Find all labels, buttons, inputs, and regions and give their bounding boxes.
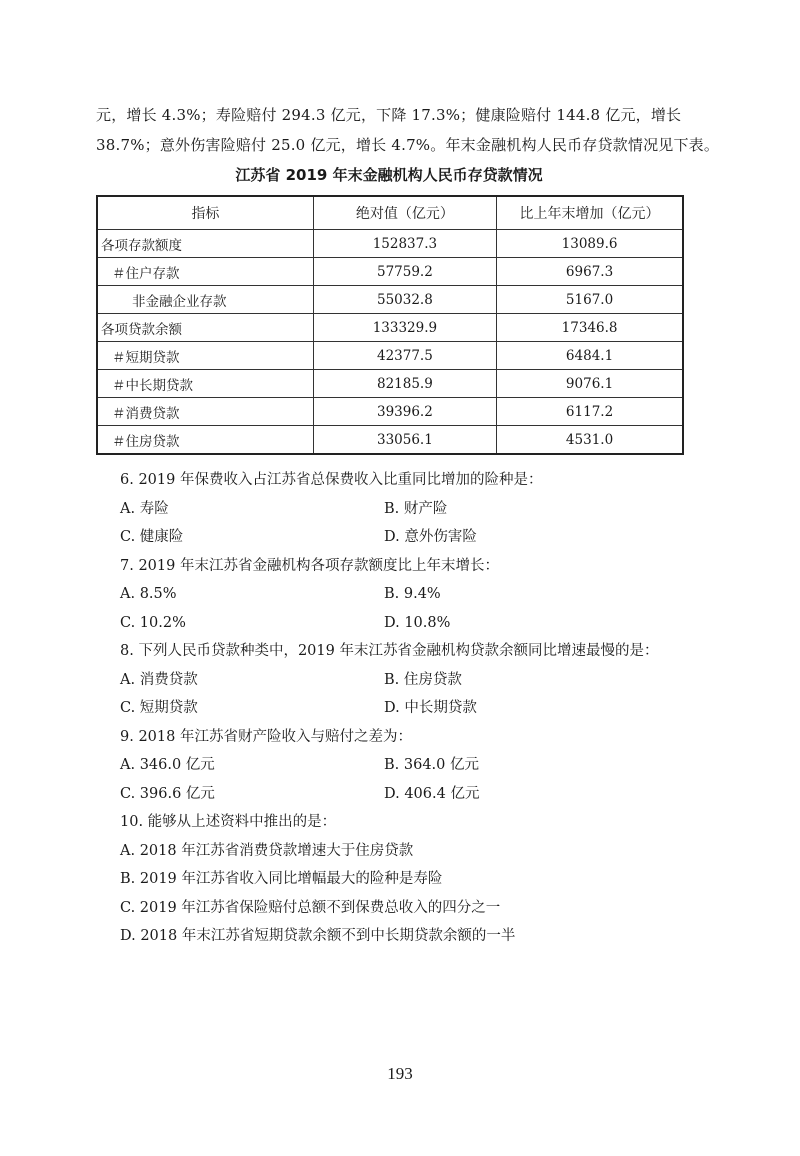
question-6-options-cd (120, 523, 700, 552)
row-increase: 5167.0 (497, 286, 683, 314)
question-9-option-a: A. 346.0 亿元 (120, 757, 215, 773)
question-6-option-d: D. 意外伤害险 (384, 529, 477, 545)
question-8-stem: 8. 下列人民币贷款种类中，2019 年末江苏省金融机构贷款余额同比增速最慢的是： (120, 643, 659, 659)
question-9-option-c: C. 396.6 亿元 (120, 785, 215, 802)
intro-paragraph (96, 100, 720, 160)
row-label: ＃短期贷款 (97, 342, 313, 370)
question-10-option-c: C. 2019 年江苏省保险赔付总额不到保费总收入的四分之一 (120, 899, 501, 916)
table-title: 江苏省 2019 年末金融机构人民币存贷款情况 (235, 166, 543, 184)
row-label: 非金融企业存款 (97, 286, 313, 314)
row-label: ＃消费贷款 (97, 398, 313, 426)
question-6-option-c: C. 健康险 (120, 529, 184, 545)
question-10-option-d: D. 2018 年末江苏省短期贷款余额不到中长期贷款余额的一半 (120, 928, 516, 944)
row-absolute: 152837.3 (313, 230, 496, 258)
question-7-option-c: C. 10.2% (120, 614, 186, 631)
question-list (120, 466, 700, 951)
table-row (97, 314, 683, 342)
page-number: 193 (387, 1064, 413, 1083)
question-8-options-cd (120, 694, 700, 723)
row-increase: 6967.3 (497, 258, 683, 286)
table-row (97, 398, 683, 426)
row-label: ＃住房贷款 (97, 426, 313, 455)
question-7-option-a: A. 8.5% (120, 586, 177, 602)
question-7-option-b: B. 9.4% (384, 586, 441, 602)
table-header-row (97, 196, 683, 230)
question-8-option-d: D. 中长期贷款 (384, 700, 477, 716)
row-label: ＃中长期贷款 (97, 370, 313, 398)
question-7-options-cd (120, 609, 700, 638)
row-label: 各项存款额度 (97, 230, 313, 258)
header-absolute: 绝对值（亿元） (313, 196, 496, 230)
table-row (97, 426, 683, 455)
question-8-options-ab (120, 666, 700, 695)
row-increase: 9076.1 (497, 370, 683, 398)
table-row (97, 342, 683, 370)
row-absolute: 82185.9 (313, 370, 496, 398)
question-7-stem: 7. 2019 年末江苏省金融机构各项存款额度比上年末增长： (120, 557, 499, 574)
row-increase: 6117.2 (497, 398, 683, 426)
question-9-options-cd (120, 780, 700, 809)
row-absolute: 133329.9 (313, 314, 496, 342)
header-increase: 比上年末增加（亿元） (497, 196, 683, 230)
header-indicator: 指标 (97, 196, 313, 230)
table-row (97, 258, 683, 286)
row-label: ＃住户存款 (97, 258, 313, 286)
question-10-stem: 10. 能够从上述资料中推出的是： (120, 814, 337, 830)
question-10-option-b: B. 2019 年江苏省收入同比增幅最大的险种是寿险 (120, 871, 443, 887)
question-9-options-ab (120, 751, 700, 780)
table-row (97, 370, 683, 398)
row-absolute: 33056.1 (313, 426, 496, 455)
row-absolute: 42377.5 (313, 342, 496, 370)
intro-line-2: 38.7%；意外伤害险赔付 25.0 亿元，增长 4.7%。年末金融机构人民币存贷款情况见下表。 (96, 136, 720, 154)
row-absolute: 39396.2 (313, 398, 496, 426)
question-6-options-ab (120, 495, 700, 524)
row-absolute: 55032.8 (313, 286, 496, 314)
question-9-option-b: B. 364.0 亿元 (384, 757, 479, 773)
question-8-option-a: A. 消费贷款 (120, 671, 198, 688)
row-label: 各项贷款余额 (97, 314, 313, 342)
question-8-option-c: C. 短期贷款 (120, 700, 198, 716)
question-9-stem: 9. 2018 年江苏省财产险收入与赔付之差为： (120, 728, 412, 745)
question-6-option-a: A. 寿险 (120, 500, 169, 517)
row-increase: 4531.0 (497, 426, 683, 455)
row-increase: 13089.6 (497, 230, 683, 258)
deposit-loan-table (96, 195, 684, 455)
question-9-option-d: D. 406.4 亿元 (384, 785, 480, 802)
row-absolute: 57759.2 (313, 258, 496, 286)
intro-line-1: 元，增长 4.3%；寿险赔付 294.3 亿元，下降 17.3%；健康险赔付 144.8 亿元，增长 (96, 106, 682, 124)
question-7-option-d: D. 10.8% (384, 614, 451, 631)
question-7-options-ab (120, 580, 700, 609)
row-increase: 17346.8 (497, 314, 683, 342)
question-6-stem: 6. 2019 年保费收入占江苏省总保费收入比重同比增加的险种是： (120, 472, 543, 488)
question-10-option-a: A. 2018 年江苏省消费贷款增速大于住房贷款 (120, 842, 414, 859)
table-row (97, 286, 683, 314)
question-6-option-b: B. 财产险 (384, 500, 448, 517)
table-row (97, 230, 683, 258)
question-8-option-b: B. 住房贷款 (384, 671, 462, 688)
row-increase: 6484.1 (497, 342, 683, 370)
